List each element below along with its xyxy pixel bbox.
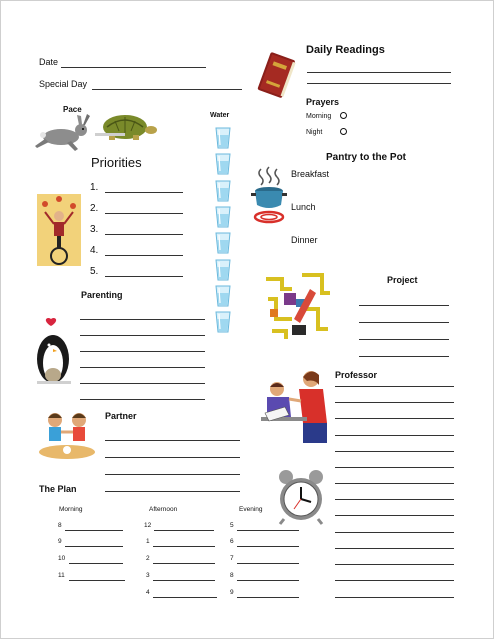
professor-line[interactable]: [335, 548, 454, 549]
plan-evening-label: Evening: [239, 506, 263, 513]
plan-hour: 2: [146, 555, 150, 562]
water-glass-icon[interactable]: [215, 232, 231, 254]
prayer-night-checkbox[interactable]: [340, 128, 347, 135]
water-glass-icon[interactable]: [215, 180, 231, 202]
plan-hour: 3: [146, 572, 150, 579]
prayer-night-label: Night: [306, 129, 323, 136]
plan-hour-line[interactable]: [153, 546, 215, 547]
daily-readings-title: Daily Readings: [306, 44, 385, 56]
breakfast-label: Breakfast: [291, 169, 330, 179]
professor-line[interactable]: [335, 532, 454, 533]
partner-title: Partner: [105, 411, 137, 421]
plan-hour: 9: [230, 589, 234, 596]
plan-hour-line[interactable]: [153, 563, 215, 564]
partner-line[interactable]: [105, 474, 240, 475]
prayer-morning-label: Morning: [306, 113, 332, 120]
plan-hour: 8: [230, 572, 234, 579]
professor-teaching-icon: [259, 367, 331, 445]
parenting-title: Parenting: [81, 290, 123, 300]
parenting-line[interactable]: [80, 367, 205, 368]
priority-number-1: 1.: [90, 182, 99, 193]
plan-title: The Plan: [39, 484, 77, 494]
prayer-morning-checkbox[interactable]: [340, 112, 347, 119]
plan-hour: 11: [58, 572, 65, 579]
juggler-icon: [37, 194, 81, 266]
project-puzzle-icon: [262, 269, 334, 341]
priority-line-3[interactable]: [105, 234, 183, 235]
water-glass-icon[interactable]: [215, 285, 231, 307]
plan-hour-line[interactable]: [153, 580, 215, 581]
dinner-label: Dinner: [291, 235, 318, 245]
priority-number-2: 2.: [90, 203, 99, 214]
plan-hour: 1: [146, 538, 150, 545]
professor-line[interactable]: [335, 386, 454, 387]
professor-line[interactable]: [335, 467, 454, 468]
parenting-line[interactable]: [80, 399, 205, 400]
plan-hour-line[interactable]: [237, 580, 299, 581]
professor-line[interactable]: [335, 515, 454, 516]
professor-line[interactable]: [335, 499, 454, 500]
plan-hour-line[interactable]: [237, 597, 299, 598]
partner-line[interactable]: [105, 491, 240, 492]
pantry-title: Pantry to the Pot: [326, 152, 407, 163]
priority-number-5: 5.: [90, 266, 99, 277]
rabbit-icon: [31, 113, 95, 153]
project-line[interactable]: [359, 339, 449, 340]
plan-hour-line[interactable]: [153, 597, 217, 598]
cooking-pot-icon: [251, 165, 289, 225]
partner-line[interactable]: [105, 457, 240, 458]
project-line[interactable]: [359, 356, 449, 357]
plan-hour-line[interactable]: [154, 530, 214, 531]
plan-morning-label: Morning: [59, 506, 83, 513]
project-line[interactable]: [359, 305, 449, 306]
book-icon: [255, 49, 297, 103]
professor-line[interactable]: [335, 435, 454, 436]
partner-kids-icon: [37, 406, 97, 460]
pace-title: Pace: [63, 105, 82, 114]
readings-line[interactable]: [307, 83, 451, 84]
priority-line-4[interactable]: [105, 255, 183, 256]
date-label: Date: [39, 57, 59, 67]
priority-number-4: 4.: [90, 245, 99, 256]
plan-hour: 7: [230, 555, 234, 562]
lunch-label: Lunch: [291, 202, 316, 212]
plan-hour-line[interactable]: [237, 563, 299, 564]
plan-hour: 5: [230, 522, 234, 529]
professor-line[interactable]: [335, 564, 454, 565]
plan-hour: 9: [58, 538, 62, 545]
special-day-label: Special Day: [39, 79, 88, 89]
project-title: Project: [387, 275, 418, 285]
plan-hour-line[interactable]: [65, 530, 123, 531]
professor-line[interactable]: [335, 580, 454, 581]
readings-line[interactable]: [307, 72, 451, 73]
prayers-title: Prayers: [306, 97, 340, 107]
water-glass-icon[interactable]: [215, 311, 231, 333]
plan-hour: 4: [146, 589, 150, 596]
professor-line[interactable]: [335, 483, 454, 484]
plan-hour-line[interactable]: [69, 580, 125, 581]
plan-hour-line[interactable]: [237, 530, 299, 531]
professor-line[interactable]: [335, 451, 454, 452]
plan-hour: 8: [58, 522, 62, 529]
professor-line[interactable]: [335, 597, 454, 598]
water-glass-icon[interactable]: [215, 206, 231, 228]
priority-line-1[interactable]: [105, 192, 183, 193]
partner-line[interactable]: [105, 440, 240, 441]
parenting-line[interactable]: [80, 383, 205, 384]
water-glass-icon[interactable]: [215, 127, 231, 149]
professor-title: Professor: [335, 370, 378, 380]
plan-hour-line[interactable]: [65, 546, 123, 547]
parenting-line[interactable]: [80, 351, 205, 352]
turtle-icon: [95, 111, 157, 143]
professor-line[interactable]: [335, 402, 454, 403]
special-day-line[interactable]: [92, 89, 242, 90]
water-glass-icon[interactable]: [215, 153, 231, 175]
plan-afternoon-label: Afternoon: [149, 506, 178, 513]
parenting-line[interactable]: [80, 319, 205, 320]
plan-hour: 12: [144, 522, 152, 529]
alarm-clock-icon: [276, 469, 326, 525]
plan-hour: 10: [58, 555, 66, 562]
plan-hour-line[interactable]: [237, 546, 299, 547]
penguin-icon: [31, 317, 79, 385]
priority-line-5[interactable]: [105, 276, 183, 277]
priorities-title: Priorities: [91, 155, 142, 170]
water-glass-icon[interactable]: [215, 259, 231, 281]
parenting-line[interactable]: [80, 335, 205, 336]
date-line[interactable]: [61, 67, 206, 68]
plan-hour-line[interactable]: [69, 563, 123, 564]
plan-hour: 6: [230, 538, 234, 545]
priority-number-3: 3.: [90, 224, 99, 235]
professor-line[interactable]: [335, 418, 454, 419]
water-title: Water: [210, 112, 230, 119]
priority-line-2[interactable]: [105, 213, 183, 214]
project-line[interactable]: [359, 322, 449, 323]
